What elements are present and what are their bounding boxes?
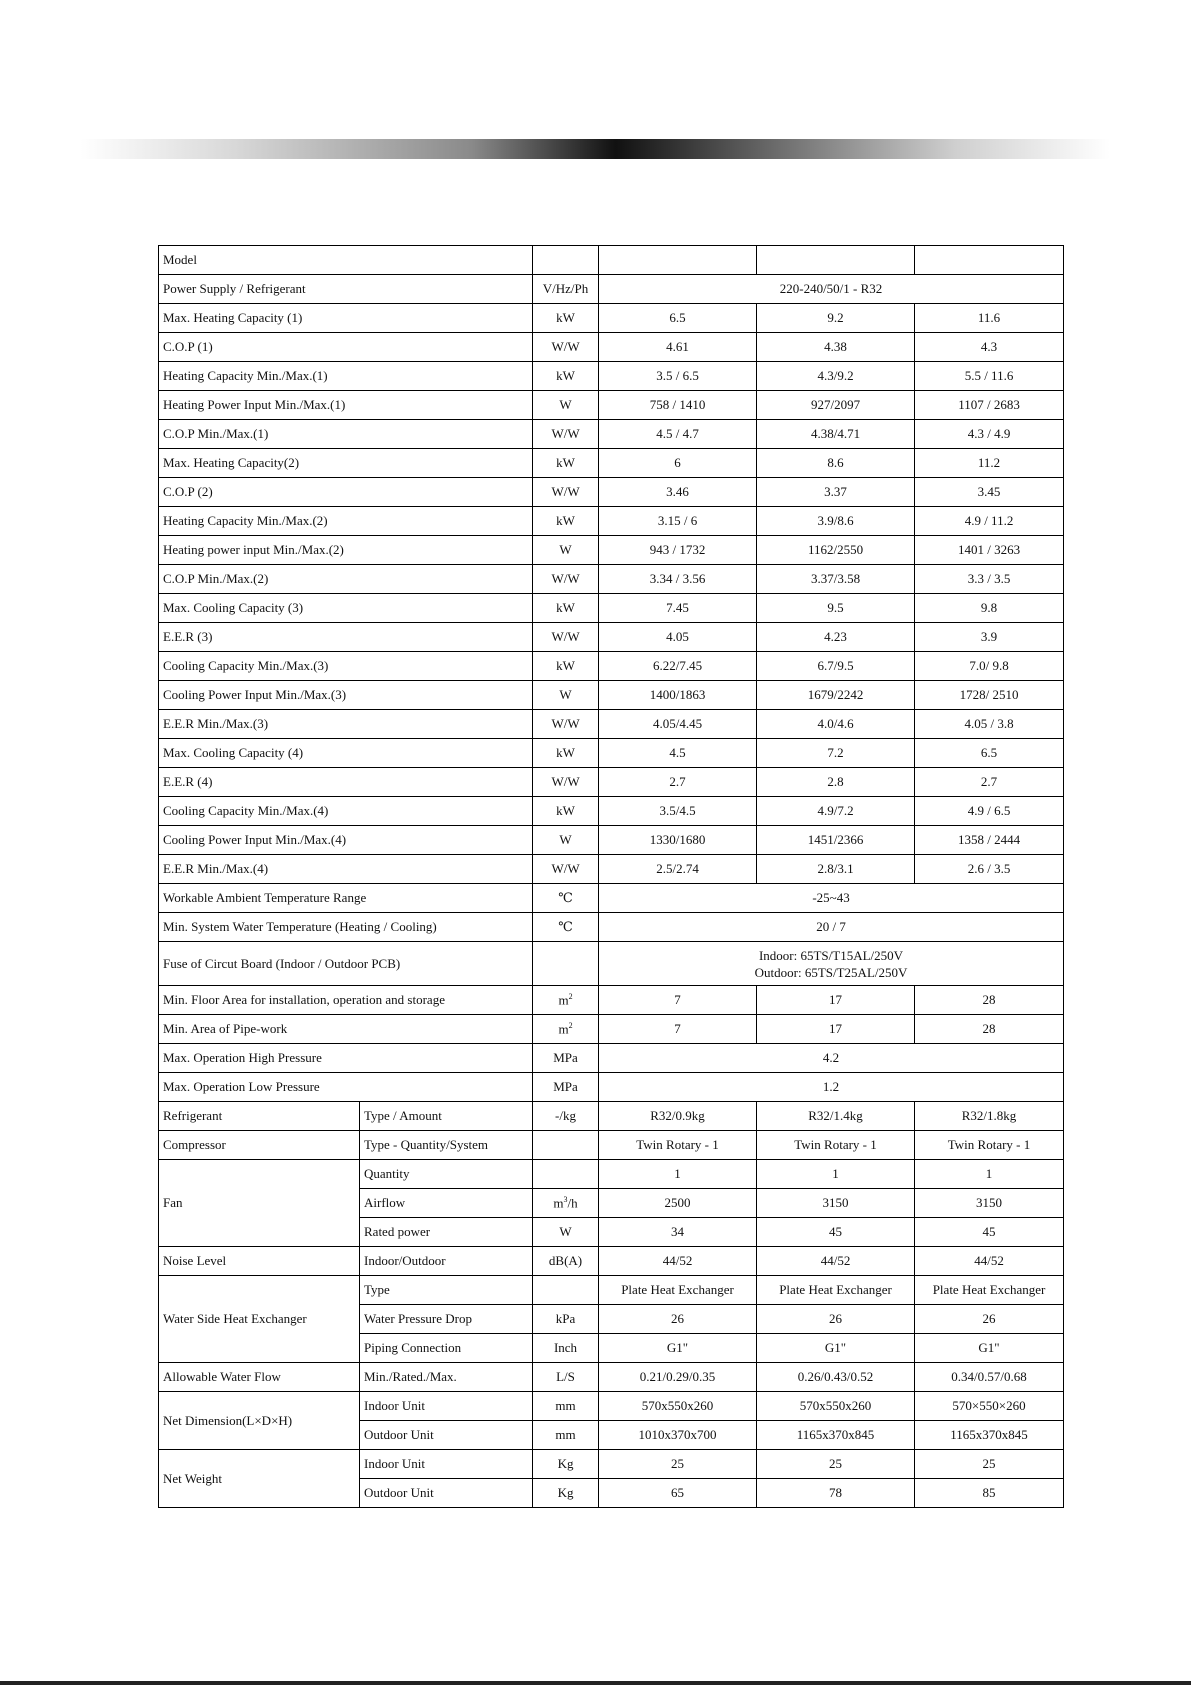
value-cell: 17 <box>757 1015 915 1044</box>
value-cell: 2.5/2.74 <box>599 855 757 884</box>
model-name <box>757 246 915 275</box>
sub-label: Outdoor Unit <box>360 1479 533 1508</box>
group-label: Refrigerant <box>159 1102 360 1131</box>
value-cell: 8.6 <box>757 449 915 478</box>
merged-value: -25~43 <box>599 884 1064 913</box>
row-label: E.E.R (3) <box>159 623 533 652</box>
row-label: Max. Operation Low Pressure <box>159 1073 533 1102</box>
unit-cell <box>533 1160 599 1189</box>
sub-label: Type <box>360 1276 533 1305</box>
value-cell: 26 <box>757 1305 915 1334</box>
sub-label: Min./Rated./Max. <box>360 1363 533 1392</box>
row-label: Max. Cooling Capacity (4) <box>159 739 533 768</box>
model-name <box>915 246 1064 275</box>
spec-row <box>159 565 1064 594</box>
unit-cell: ℃ <box>533 913 599 942</box>
value-cell: G1" <box>757 1334 915 1363</box>
unit-cell: W/W <box>533 623 599 652</box>
value-cell: Plate Heat Exchanger <box>915 1276 1064 1305</box>
value-cell: 1728/ 2510 <box>915 681 1064 710</box>
spec-row <box>159 275 1064 304</box>
unit-cell: mm <box>533 1421 599 1450</box>
value-cell: 4.9 / 11.2 <box>915 507 1064 536</box>
value-cell: 1162/2550 <box>757 536 915 565</box>
value-cell: 1679/2242 <box>757 681 915 710</box>
value-cell: 11.6 <box>915 304 1064 333</box>
unit-cell: W/W <box>533 333 599 362</box>
spec-table <box>158 245 1064 1508</box>
value-cell: G1" <box>599 1334 757 1363</box>
value-cell: 0.34/0.57/0.68 <box>915 1363 1064 1392</box>
unit-cell <box>533 1276 599 1305</box>
value-cell: 26 <box>599 1305 757 1334</box>
spec-row <box>159 507 1064 536</box>
merged-value: 220-240/50/1 - R32 <box>599 275 1064 304</box>
spec-row <box>159 739 1064 768</box>
unit-cell: ℃ <box>533 884 599 913</box>
value-cell: 1358 / 2444 <box>915 826 1064 855</box>
sub-label: Indoor/Outdoor <box>360 1247 533 1276</box>
model-name <box>599 246 757 275</box>
value-cell: 4.0/4.6 <box>757 710 915 739</box>
unit-cell: W <box>533 391 599 420</box>
value-cell: 7.0/ 9.8 <box>915 652 1064 681</box>
row-label: Min. Area of Pipe-work <box>159 1015 533 1044</box>
unit-cell: Kg <box>533 1450 599 1479</box>
merged-value: 4.2 <box>599 1044 1064 1073</box>
value-cell: 3.46 <box>599 478 757 507</box>
group-label: Net Dimension(L×D×H) <box>159 1392 360 1450</box>
value-cell: 6.7/9.5 <box>757 652 915 681</box>
group-label: Allowable Water Flow <box>159 1363 360 1392</box>
value-cell: 45 <box>757 1218 915 1247</box>
group-label: Fan <box>159 1160 360 1247</box>
unit-cell: kW <box>533 594 599 623</box>
value-cell: 943 / 1732 <box>599 536 757 565</box>
value-cell: 11.2 <box>915 449 1064 478</box>
value-cell: 2.6 / 3.5 <box>915 855 1064 884</box>
value-cell: 1010x370x700 <box>599 1421 757 1450</box>
value-cell: 7.45 <box>599 594 757 623</box>
value-cell: 25 <box>757 1450 915 1479</box>
value-cell: 65 <box>599 1479 757 1508</box>
value-cell: 4.3 / 4.9 <box>915 420 1064 449</box>
unit-cell: kW <box>533 507 599 536</box>
unit-exponent: 2 <box>568 991 573 1001</box>
row-label: Min. Floor Area for installation, operation and storage <box>159 986 533 1015</box>
unit-cell: dB(A) <box>533 1247 599 1276</box>
unit-cell: kW <box>533 304 599 333</box>
row-label: Max. Heating Capacity (1) <box>159 304 533 333</box>
unit-base: m <box>558 992 569 1008</box>
low-pressure-row <box>159 1073 1064 1102</box>
spec-row <box>159 652 1064 681</box>
unit-cell: kW <box>533 449 599 478</box>
row-label: Max. Heating Capacity(2) <box>159 449 533 478</box>
unit-cell: -/kg <box>533 1102 599 1131</box>
value-cell: 1330/1680 <box>599 826 757 855</box>
compressor-row <box>159 1131 1064 1160</box>
sub-label: Piping Connection <box>360 1334 533 1363</box>
value-cell: 7 <box>599 1015 757 1044</box>
fuse-indoor: Indoor: 65TS/T15AL/250V <box>758 947 904 963</box>
value-cell: 2.7 <box>599 768 757 797</box>
group-label: Net Weight <box>159 1450 360 1508</box>
value-cell: R32/1.4kg <box>757 1102 915 1131</box>
row-label: C.O.P Min./Max.(2) <box>159 565 533 594</box>
value-cell: R32/0.9kg <box>599 1102 757 1131</box>
sub-label: Indoor Unit <box>360 1450 533 1479</box>
value-cell: 34 <box>599 1218 757 1247</box>
value-cell: 0.26/0.43/0.52 <box>757 1363 915 1392</box>
spec-row <box>159 623 1064 652</box>
weight-indoor-row <box>159 1450 1064 1479</box>
sub-label: Rated power <box>360 1218 533 1247</box>
merged-value: 20 / 7 <box>599 913 1064 942</box>
value-cell: 28 <box>915 1015 1064 1044</box>
unit-cell <box>533 986 599 1015</box>
bottom-rule <box>0 1681 1191 1685</box>
unit-cell: W/W <box>533 768 599 797</box>
row-label: Heating Capacity Min./Max.(2) <box>159 507 533 536</box>
value-cell: 5.5 / 11.6 <box>915 362 1064 391</box>
value-cell: 4.5 / 4.7 <box>599 420 757 449</box>
value-cell: 25 <box>915 1450 1064 1479</box>
value-cell: 570×550×260 <box>915 1392 1064 1421</box>
value-cell: 3.37 <box>757 478 915 507</box>
fuse-row <box>159 942 1064 986</box>
value-cell: 9.2 <box>757 304 915 333</box>
unit-cell <box>533 1015 599 1044</box>
spec-row <box>159 710 1064 739</box>
row-label: C.O.P Min./Max.(1) <box>159 420 533 449</box>
value-cell: 44/52 <box>915 1247 1064 1276</box>
sub-label: Water Pressure Drop <box>360 1305 533 1334</box>
value-cell: 4.38/4.71 <box>757 420 915 449</box>
sub-label: Airflow <box>360 1189 533 1218</box>
row-label: E.E.R Min./Max.(3) <box>159 710 533 739</box>
unit-base: m <box>553 1195 564 1211</box>
value-cell: 4.05/4.45 <box>599 710 757 739</box>
value-cell: 6.22/7.45 <box>599 652 757 681</box>
fuse-outdoor: Outdoor: 65TS/T25AL/250V <box>754 964 908 980</box>
row-label: Cooling Power Input Min./Max.(4) <box>159 826 533 855</box>
sub-label: Type / Amount <box>360 1102 533 1131</box>
unit-base: m <box>558 1021 569 1037</box>
unit-cell <box>533 246 599 275</box>
value-cell: 1401 / 3263 <box>915 536 1064 565</box>
row-label: E.E.R (4) <box>159 768 533 797</box>
value-cell: 758 / 1410 <box>599 391 757 420</box>
spec-row <box>159 594 1064 623</box>
sub-label: Indoor Unit <box>360 1392 533 1421</box>
unit-exponent: 3 <box>563 1194 568 1204</box>
value-cell: 927/2097 <box>757 391 915 420</box>
spec-row <box>159 420 1064 449</box>
row-label: Fuse of Circut Board (Indoor / Outdoor PCB) <box>159 942 533 986</box>
row-label: Cooling Capacity Min./Max.(4) <box>159 797 533 826</box>
high-pressure-row <box>159 1044 1064 1073</box>
value-cell: 4.05 <box>599 623 757 652</box>
value-cell: Plate Heat Exchanger <box>599 1276 757 1305</box>
group-label: Compressor <box>159 1131 360 1160</box>
value-cell: Twin Rotary - 1 <box>757 1131 915 1160</box>
unit-cell: W/W <box>533 710 599 739</box>
value-cell: 4.3 <box>915 333 1064 362</box>
value-cell: 4.61 <box>599 333 757 362</box>
value-cell: 1400/1863 <box>599 681 757 710</box>
value-cell: 45 <box>915 1218 1064 1247</box>
unit-cell: Inch <box>533 1334 599 1363</box>
value-cell: 4.38 <box>757 333 915 362</box>
value-cell: Twin Rotary - 1 <box>599 1131 757 1160</box>
value-cell: 6.5 <box>915 739 1064 768</box>
spec-row <box>159 913 1064 942</box>
value-cell: 3.9 <box>915 623 1064 652</box>
row-label: Max. Operation High Pressure <box>159 1044 533 1073</box>
value-cell: 1165x370x845 <box>915 1421 1064 1450</box>
value-cell: 7 <box>599 986 757 1015</box>
unit-cell: MPa <box>533 1073 599 1102</box>
header-gradient-bar <box>80 139 1110 159</box>
row-label: Cooling Capacity Min./Max.(3) <box>159 652 533 681</box>
value-cell: 78 <box>757 1479 915 1508</box>
value-cell: 9.8 <box>915 594 1064 623</box>
unit-cell: W/W <box>533 478 599 507</box>
group-label: Noise Level <box>159 1247 360 1276</box>
value-cell: R32/1.8kg <box>915 1102 1064 1131</box>
unit-cell: W/W <box>533 855 599 884</box>
row-label: Model <box>159 246 533 275</box>
hx-type-row <box>159 1276 1064 1305</box>
value-cell: 3.5/4.5 <box>599 797 757 826</box>
row-label: Heating power input Min./Max.(2) <box>159 536 533 565</box>
unit-cell: kPa <box>533 1305 599 1334</box>
value-cell: 2500 <box>599 1189 757 1218</box>
spec-row <box>159 304 1064 333</box>
spec-row <box>159 826 1064 855</box>
value-cell: 0.21/0.29/0.35 <box>599 1363 757 1392</box>
sub-label: Type - Quantity/System <box>360 1131 533 1160</box>
value-cell: 2.8/3.1 <box>757 855 915 884</box>
spec-row <box>159 333 1064 362</box>
row-label: C.O.P (2) <box>159 478 533 507</box>
unit-cell: kW <box>533 739 599 768</box>
value-cell: 3.37/3.58 <box>757 565 915 594</box>
value-cell: 44/52 <box>757 1247 915 1276</box>
unit-cell: MPa <box>533 1044 599 1073</box>
spec-row <box>159 362 1064 391</box>
row-label: Power Supply / Refrigerant <box>159 275 533 304</box>
unit-cell <box>533 942 599 986</box>
value-cell: 3150 <box>915 1189 1064 1218</box>
value-cell: 4.9/7.2 <box>757 797 915 826</box>
group-label: Water Side Heat Exchanger <box>159 1276 360 1363</box>
fan-quantity-row <box>159 1160 1064 1189</box>
floor-area-row <box>159 986 1064 1015</box>
unit-cell: V/Hz/Ph <box>533 275 599 304</box>
value-cell: 3.45 <box>915 478 1064 507</box>
value-cell: 4.5 <box>599 739 757 768</box>
value-cell: 17 <box>757 986 915 1015</box>
unit-cell: W <box>533 681 599 710</box>
value-cell: 7.2 <box>757 739 915 768</box>
sub-label: Quantity <box>360 1160 533 1189</box>
value-cell: Plate Heat Exchanger <box>757 1276 915 1305</box>
pipe-area-row <box>159 1015 1064 1044</box>
value-cell: 570x550x260 <box>757 1392 915 1421</box>
spec-row <box>159 536 1064 565</box>
unit-cell: kW <box>533 652 599 681</box>
value-cell: 1107 / 2683 <box>915 391 1064 420</box>
value-cell: 3.3 / 3.5 <box>915 565 1064 594</box>
unit-tail: /h <box>567 1195 578 1211</box>
value-cell: 3.34 / 3.56 <box>599 565 757 594</box>
row-label: C.O.P (1) <box>159 333 533 362</box>
value-cell: 1 <box>915 1160 1064 1189</box>
value-cell: 2.7 <box>915 768 1064 797</box>
value-cell: 26 <box>915 1305 1064 1334</box>
value-cell: 3150 <box>757 1189 915 1218</box>
fuse-value <box>599 942 1064 986</box>
value-cell: 28 <box>915 986 1064 1015</box>
value-cell: 6 <box>599 449 757 478</box>
value-cell: 1 <box>599 1160 757 1189</box>
water-flow-row <box>159 1363 1064 1392</box>
row-label: Max. Cooling Capacity (3) <box>159 594 533 623</box>
value-cell: 6.5 <box>599 304 757 333</box>
sub-label: Outdoor Unit <box>360 1421 533 1450</box>
value-cell: 85 <box>915 1479 1064 1508</box>
unit-exponent: 2 <box>568 1020 573 1030</box>
value-cell: 4.3/9.2 <box>757 362 915 391</box>
row-label: Heating Capacity Min./Max.(1) <box>159 362 533 391</box>
unit-cell: W/W <box>533 420 599 449</box>
unit-cell: W <box>533 1218 599 1247</box>
spec-row <box>159 768 1064 797</box>
dimension-indoor-row <box>159 1392 1064 1421</box>
unit-cell: kW <box>533 797 599 826</box>
value-cell: 1 <box>757 1160 915 1189</box>
unit-cell: W <box>533 826 599 855</box>
value-cell: 1165x370x845 <box>757 1421 915 1450</box>
noise-row <box>159 1247 1064 1276</box>
value-cell: Twin Rotary - 1 <box>915 1131 1064 1160</box>
unit-cell: mm <box>533 1392 599 1421</box>
merged-value: 1.2 <box>599 1073 1064 1102</box>
row-label: Cooling Power Input Min./Max.(3) <box>159 681 533 710</box>
unit-cell: L/S <box>533 1363 599 1392</box>
value-cell: 3.9/8.6 <box>757 507 915 536</box>
spec-row <box>159 681 1064 710</box>
refrigerant-row <box>159 1102 1064 1131</box>
unit-cell <box>533 1131 599 1160</box>
spec-row <box>159 855 1064 884</box>
value-cell: 9.5 <box>757 594 915 623</box>
value-cell: 1451/2366 <box>757 826 915 855</box>
spec-row <box>159 797 1064 826</box>
spec-row <box>159 478 1064 507</box>
row-label: Heating Power Input Min./Max.(1) <box>159 391 533 420</box>
value-cell: 4.23 <box>757 623 915 652</box>
value-cell: 3.15 / 6 <box>599 507 757 536</box>
unit-cell <box>533 1189 599 1218</box>
row-label: E.E.R Min./Max.(4) <box>159 855 533 884</box>
row-label: Min. System Water Temperature (Heating / Cooling) <box>159 913 533 942</box>
value-cell: 4.05 / 3.8 <box>915 710 1064 739</box>
value-cell: 2.8 <box>757 768 915 797</box>
spec-row <box>159 884 1064 913</box>
value-cell: 25 <box>599 1450 757 1479</box>
model-row <box>159 246 1064 275</box>
value-cell: 570x550x260 <box>599 1392 757 1421</box>
value-cell: G1" <box>915 1334 1064 1363</box>
value-cell: 44/52 <box>599 1247 757 1276</box>
unit-cell: W <box>533 536 599 565</box>
unit-cell: kW <box>533 362 599 391</box>
unit-cell: W/W <box>533 565 599 594</box>
spec-row <box>159 391 1064 420</box>
value-cell: 4.9 / 6.5 <box>915 797 1064 826</box>
spec-row <box>159 449 1064 478</box>
unit-cell: Kg <box>533 1479 599 1508</box>
value-cell: 3.5 / 6.5 <box>599 362 757 391</box>
row-label: Workable Ambient Temperature Range <box>159 884 533 913</box>
